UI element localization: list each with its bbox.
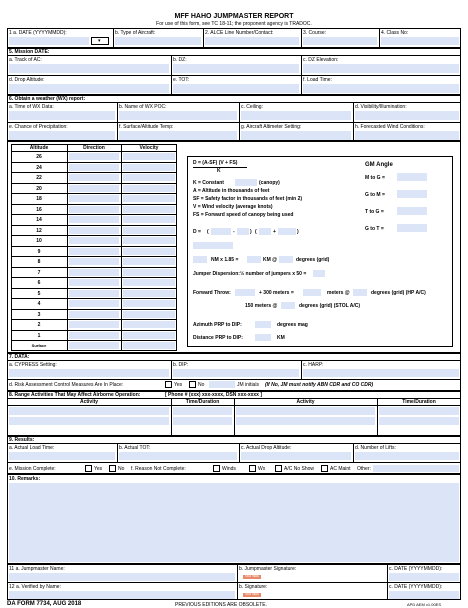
sign-here-tab[interactable]: SIGN HERE	[243, 575, 261, 579]
dz-field[interactable]	[173, 64, 299, 73]
direction-field[interactable]	[69, 342, 119, 349]
d-paren2: (	[255, 229, 257, 235]
fs-definition: FS = Forward speed of canopy being used	[193, 212, 294, 218]
complete-no-checkbox[interactable]	[109, 465, 116, 472]
km-field[interactable]	[247, 256, 261, 263]
velocity-field[interactable]	[123, 311, 175, 318]
direction-field[interactable]	[69, 237, 119, 244]
velocity-field[interactable]	[123, 332, 175, 339]
actual-load-time-label: a. Actual Load Time:	[9, 445, 55, 451]
v-definition: V = Wind velocity (average knots)	[193, 204, 273, 210]
load-time-label: f. Load Time:	[303, 77, 332, 83]
velocity-field[interactable]	[123, 174, 175, 181]
k-canopy-label: (canopy)	[259, 180, 280, 186]
velocity-field[interactable]	[123, 227, 175, 234]
jm-initials-label: JM initials	[237, 382, 259, 388]
d-paren-close2: )	[297, 229, 299, 235]
form-number: DA FORM 7734, AUG 2018	[7, 601, 82, 607]
wx-label: Wx	[258, 466, 266, 472]
drop-altitude-field[interactable]	[9, 84, 169, 93]
forward-throw-label: Forward Throw:	[193, 290, 231, 296]
surface-temp-label: f. Surface/Altitude Temp:	[119, 124, 174, 130]
t-to-g-field[interactable]	[397, 207, 427, 215]
risk-no-label: No	[198, 382, 205, 388]
visibility-field[interactable]	[355, 111, 459, 120]
activity-col-header-1: Activity	[79, 399, 99, 405]
wx-time-label: a. Time of WX Data:	[9, 104, 54, 110]
date2-label: c. DATE (YYYYMMDD):	[389, 584, 443, 590]
direction-field[interactable]	[69, 332, 119, 339]
d-paren: (	[207, 229, 209, 235]
gm-angle-header: GM Angle	[365, 162, 393, 168]
winds-checkbox[interactable]	[213, 465, 220, 472]
time-field[interactable]	[379, 407, 459, 415]
activity-field[interactable]	[9, 417, 169, 425]
direction-field[interactable]	[69, 248, 119, 255]
velocity-column-header: Velocity	[139, 145, 159, 151]
km2-label: KM	[277, 335, 285, 341]
meters-at-label: meters @	[327, 290, 350, 296]
remarks-header: 10. Remarks:	[9, 476, 41, 482]
surface-temp-field[interactable]	[119, 131, 237, 140]
direction-field[interactable]	[69, 311, 119, 318]
ac-maint-label: AC Maint	[330, 466, 351, 472]
other-field[interactable]	[373, 465, 459, 472]
activity-col-header-2: Activity	[296, 399, 315, 405]
mission-complete-label: e. Mission Complete:	[9, 466, 56, 472]
track-label: a. Track of AC:	[9, 57, 42, 63]
wx-time-field[interactable]	[9, 111, 115, 120]
altitude-cell: 3	[37, 311, 41, 318]
d-a-field[interactable]	[211, 228, 231, 235]
risk-note: (If No, JM must notify ABN CDR and CO CDR)	[265, 382, 374, 388]
g-to-t-label: G to T =	[365, 226, 384, 232]
ac-no-show-label: A/C No Show	[284, 466, 315, 472]
degrees-grid-label: degrees (grid)	[296, 257, 330, 263]
actual-drop-altitude-field[interactable]	[241, 452, 351, 460]
km-label: KM @	[263, 257, 278, 263]
altitude-cell: 2	[37, 322, 41, 328]
azimuth-label: Azimuth PRP to DIP:	[193, 322, 242, 328]
formula-k: K	[217, 168, 221, 174]
lifts-field[interactable]	[355, 452, 459, 460]
alce-label: 2. ALCE Line Number/Contact:	[205, 30, 274, 36]
stol-degrees-label: degrees (grid) (STOL A/C)	[299, 303, 361, 309]
aircraft-type-label: b. Type of Aircraft:	[115, 30, 156, 36]
remarks-field[interactable]	[9, 483, 459, 562]
velocity-field[interactable]	[123, 290, 175, 297]
nm-field[interactable]	[193, 256, 207, 263]
chevron-down-icon: ▾	[98, 38, 101, 44]
velocity-field[interactable]	[123, 206, 175, 213]
date-label: 1 a. DATE (YYYYMMDD):	[9, 30, 67, 36]
date-field[interactable]	[9, 37, 89, 45]
alce-field[interactable]	[205, 37, 299, 45]
altitude-cell: 18	[36, 196, 42, 202]
actual-tot-label: b. Actual TOT:	[119, 445, 151, 451]
d-result-field[interactable]	[193, 242, 233, 249]
tot-label: e. TOT:	[173, 77, 190, 83]
aircraft-type-field[interactable]	[115, 37, 201, 45]
data-header: 7. DATA:	[9, 354, 30, 360]
course-label: 3. Course:	[303, 30, 327, 36]
velocity-field[interactable]	[123, 300, 175, 307]
wx-checkbox[interactable]	[249, 465, 256, 472]
altitude-cell: 8	[37, 259, 41, 265]
dz-label: b. DZ:	[173, 57, 187, 63]
jumpmaster-name-label: 11 a. Jumpmaster Name:	[9, 566, 65, 572]
reason-not-complete-label: f. Reason Not Complete:	[131, 466, 186, 472]
velocity-field[interactable]	[123, 258, 175, 265]
calculation-panel	[187, 156, 457, 348]
date1-label: c. DATE (YYYYMMDD):	[389, 566, 443, 572]
activity-field[interactable]	[9, 407, 169, 415]
km-degrees-field[interactable]	[279, 256, 293, 263]
course-field[interactable]	[303, 37, 377, 45]
d-v-field[interactable]	[259, 228, 271, 235]
degrees-mag-label: degrees mag	[277, 322, 308, 328]
time-col-header-2: Time/Duration	[402, 399, 436, 405]
d-equals: D =	[193, 229, 201, 235]
ac-maint-checkbox[interactable]	[321, 465, 328, 472]
k-constant-field[interactable]	[235, 179, 257, 186]
date1-field[interactable]	[389, 573, 459, 581]
g-to-m-label: G to M =	[365, 192, 385, 198]
actual-drop-altitude-label: c. Actual Drop Altitude:	[241, 445, 292, 451]
editions-obsolete: PREVIOUS EDITIONS ARE OBSOLETE.	[175, 602, 267, 608]
wx-poc-label: b. Name of WX POC:	[119, 104, 167, 110]
altimeter-label: g. Aircraft Altimeter Setting:	[241, 124, 302, 130]
winds-table	[11, 144, 177, 352]
wx-poc-field[interactable]	[119, 111, 237, 120]
lifts-label: d. Number of Lifts:	[355, 445, 396, 451]
form-title: MFF HAHO JUMPMASTER REPORT	[174, 13, 294, 20]
time-field[interactable]	[173, 407, 232, 415]
time-field[interactable]	[173, 417, 232, 425]
forward-throw-field[interactable]	[235, 289, 255, 296]
activities-phone: [ Phone # (xxx) xxx-xxxx, DSN xxx-xxxx ]	[165, 392, 262, 398]
risk-label: d. Risk Assessment Control Measures Are In Place:	[9, 382, 124, 388]
dip-field[interactable]	[173, 369, 299, 377]
direction-field[interactable]	[69, 279, 119, 286]
dz-elevation-field[interactable]	[303, 64, 459, 73]
plus300-label: + 300 meters =	[259, 290, 294, 296]
forecast-winds-field[interactable]	[355, 131, 459, 140]
stol-degrees-field[interactable]	[281, 302, 295, 309]
altitude-cell: 26	[36, 154, 42, 160]
hp-degrees-field[interactable]	[353, 289, 367, 296]
complete-yes-label: Yes	[94, 466, 103, 472]
jumpmaster-report-form	[7, 11, 461, 608]
direction-field[interactable]	[69, 164, 119, 171]
altitude-column-header: Altitude	[29, 145, 49, 151]
direction-field[interactable]	[69, 269, 119, 276]
direction-field[interactable]	[69, 300, 119, 307]
m-to-g-field[interactable]	[397, 173, 427, 181]
dispersion-expr: ½ number of jumpers x 50 =	[240, 271, 307, 277]
direction-field[interactable]	[69, 258, 119, 265]
meters-field[interactable]	[303, 289, 321, 296]
direction-field[interactable]	[69, 206, 119, 213]
form-version: APD AEM v1.00ES	[407, 602, 442, 607]
direction-column-header: Direction	[83, 145, 105, 151]
azimuth-field[interactable]	[255, 321, 271, 328]
harp-label: c. HARP:	[303, 362, 324, 368]
risk-yes-checkbox[interactable]	[165, 381, 172, 388]
ac-no-show-checkbox[interactable]	[275, 465, 282, 472]
complete-yes-checkbox[interactable]	[85, 465, 92, 472]
altitude-cell: Surface	[31, 343, 47, 348]
precip-field[interactable]	[9, 131, 115, 140]
drop-altitude-label: d. Drop Altitude:	[9, 77, 45, 83]
date2-field[interactable]	[389, 591, 459, 599]
weather-header: 6. Obtain a weather (WX) report:	[9, 96, 86, 102]
dip-label: b. DIP:	[173, 362, 189, 368]
direction-field[interactable]	[69, 195, 119, 202]
t-to-g-label: T to G =	[365, 209, 384, 215]
velocity-field[interactable]	[123, 269, 175, 276]
tot-field[interactable]	[173, 84, 299, 93]
altitude-cell: 1	[37, 332, 41, 339]
sign-here-tab[interactable]: SIGN HERE	[243, 593, 261, 597]
load-time-field[interactable]	[303, 84, 459, 93]
verified-name-field[interactable]	[9, 591, 235, 599]
velocity-field[interactable]	[123, 248, 175, 255]
direction-field[interactable]	[69, 216, 119, 223]
g-to-m-field[interactable]	[397, 190, 427, 198]
altitude-cell: 12	[36, 227, 42, 234]
complete-no-label: No	[118, 466, 125, 472]
direction-field[interactable]	[69, 185, 119, 192]
form-subtitle: For use of this form, see TC 18-11; the proponent agency is TRADOC.	[156, 21, 312, 27]
altitude-cell: 22	[36, 175, 42, 181]
class-no-label: 4. Class No:	[381, 30, 409, 36]
velocity-field[interactable]	[123, 237, 175, 244]
altitude-cell: 14	[36, 217, 42, 223]
track-field[interactable]	[9, 64, 169, 73]
direction-field[interactable]	[69, 290, 119, 297]
results-header: 9. Results:	[9, 437, 35, 443]
date-dropdown[interactable]	[91, 37, 109, 45]
cypress-label: a. CYPRESS Setting:	[9, 362, 57, 368]
time-field[interactable]	[379, 417, 459, 425]
velocity-field[interactable]	[123, 195, 175, 202]
precip-label: e. Chance of Precipitation:	[9, 124, 68, 130]
dz-elevation-label: c. DZ Elevation:	[303, 57, 339, 63]
activity-field[interactable]	[236, 407, 375, 415]
g-to-t-field[interactable]	[397, 224, 427, 232]
other-label: Other:	[357, 466, 371, 472]
nm-label: NM x 1.85 =	[211, 257, 239, 263]
risk-yes-label: Yes	[174, 382, 183, 388]
velocity-field[interactable]	[123, 185, 175, 192]
winds-label: Winds	[222, 466, 236, 472]
velocity-field[interactable]	[123, 342, 175, 349]
d-sf-field[interactable]	[237, 228, 249, 235]
visibility-label: d. Visibility/Illumination:	[355, 104, 407, 110]
direction-field[interactable]	[69, 321, 119, 328]
direction-field[interactable]	[69, 153, 119, 160]
d-plus: +	[273, 229, 276, 235]
formula: D = (A-SF) (V + FS)	[193, 160, 238, 166]
d-minus: -	[233, 229, 235, 235]
altitude-cell: 6	[37, 280, 41, 286]
verified-signature-label: b. Signature:	[239, 584, 268, 590]
forecast-winds-label: h. Forecasted Wind Conditions:	[355, 124, 425, 130]
dispersion-label: Jumper Dispersion:	[193, 271, 240, 277]
time-col-header-1: Time/Duration	[185, 399, 220, 405]
direction-field[interactable]	[69, 174, 119, 181]
ceiling-field[interactable]	[241, 111, 351, 120]
altitude-cell: 24	[36, 164, 42, 171]
altitude-cell: 7	[37, 269, 41, 276]
altitude-cell: 16	[36, 206, 42, 213]
m-to-g-label: M to G =	[365, 175, 385, 181]
altitude-cell: 9	[37, 248, 41, 255]
distance-field[interactable]	[255, 334, 271, 341]
velocity-field[interactable]	[123, 153, 175, 160]
actual-tot-field[interactable]	[119, 452, 237, 460]
hp-degrees-label: degrees (grid) (HP A/C)	[371, 290, 426, 296]
cypress-field[interactable]	[9, 369, 169, 377]
sf-definition: SF = Safety factor in thousands of feet (min 2)	[193, 196, 303, 202]
direction-field[interactable]	[69, 227, 119, 234]
d-fs-field[interactable]	[278, 228, 296, 235]
altitude-cell: 20	[36, 185, 42, 192]
velocity-field[interactable]	[123, 321, 175, 328]
d-paren-close: )	[250, 229, 252, 235]
actual-load-time-field[interactable]	[9, 452, 115, 460]
activities-header: 8. Range Activities That May Affect Airborne Operation:	[9, 392, 141, 398]
velocity-field[interactable]	[123, 164, 175, 171]
jm-initials-field[interactable]	[209, 381, 235, 388]
a-definition: A = Altitude in thousands of feet	[193, 188, 270, 194]
class-no-field[interactable]	[381, 37, 459, 45]
altitude-cell: 10	[36, 238, 42, 244]
jumpmaster-signature-label: b. Jumpmaster Signature:	[239, 566, 297, 572]
harp-field[interactable]	[303, 369, 459, 377]
velocity-field[interactable]	[123, 279, 175, 286]
k-definition: K = Constant	[193, 180, 224, 186]
activity-field[interactable]	[236, 417, 375, 425]
risk-no-checkbox[interactable]	[189, 381, 196, 388]
jumpmaster-name-field[interactable]	[9, 573, 235, 581]
altimeter-field[interactable]	[241, 131, 351, 140]
mission-date-label: 5. Mission DATE:	[9, 49, 50, 55]
altitude-cell: 5	[37, 290, 41, 297]
distance-label: Distance PRP to DIP:	[193, 335, 243, 341]
meters150-label: 150 meters @	[245, 303, 278, 309]
velocity-field[interactable]	[123, 216, 175, 223]
dispersion-field[interactable]	[313, 270, 325, 277]
altitude-cell: 4	[37, 301, 41, 307]
ceiling-label: c. Ceiling:	[241, 104, 263, 110]
verified-name-label: 12 a. Verified by Name:	[9, 584, 61, 590]
